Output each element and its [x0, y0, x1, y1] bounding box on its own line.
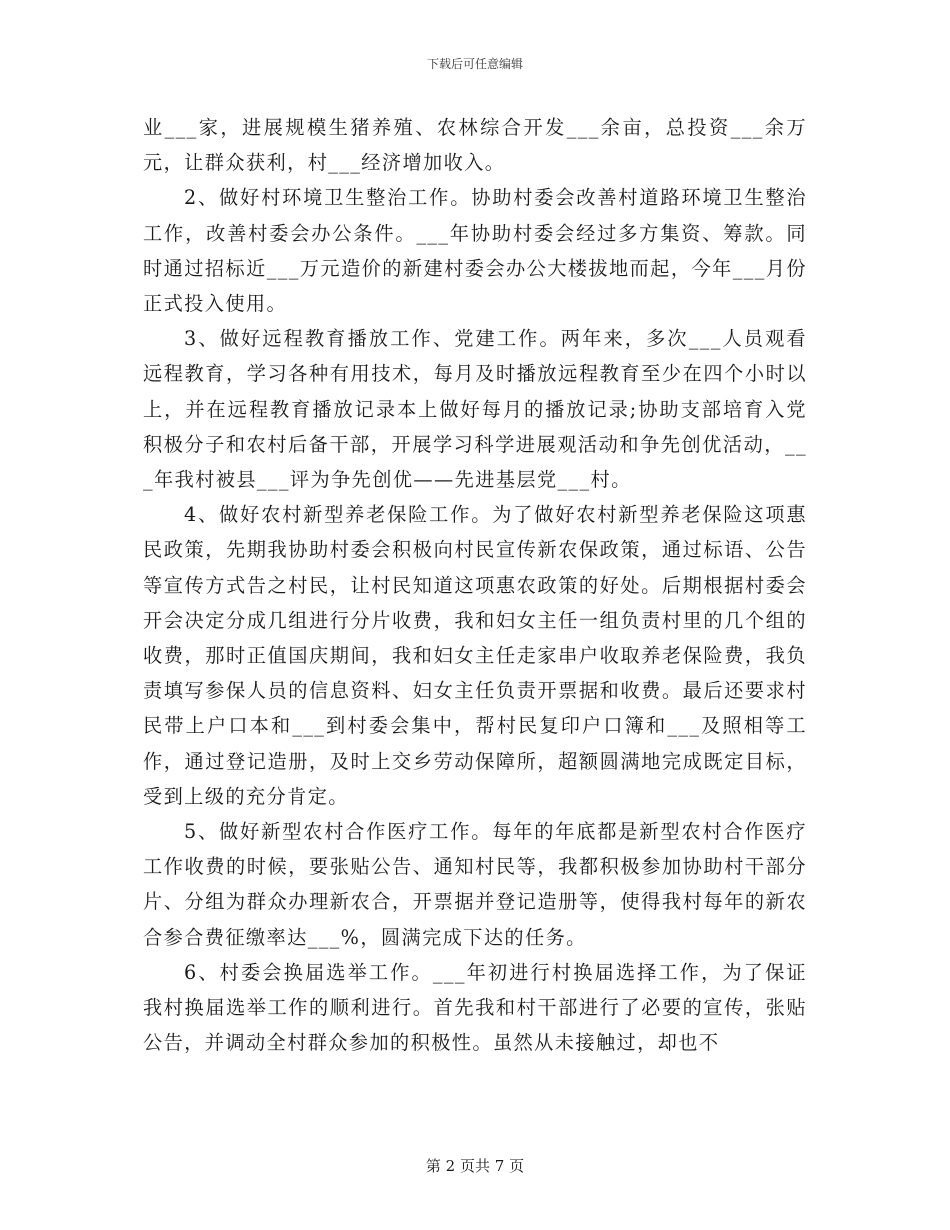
paragraph-item-3: 3、做好远程教育播放工作、党建工作。两年来，多次___人员观看远程教育，学习各种有用技术，每月及时播放远程教育至少在四个小时以上，并在远程教育播放记录本上做好每月的播放记录;协助支部培育入党积极分子和农村后备干部，开展学习科学进展观活动和争先创优活动，___年我村被县___评为争先创优——先进基层党___村。 [143, 327, 807, 492]
page-header-note: 下载后可任意编辑 [426, 57, 523, 71]
document-body [143, 110, 807, 1060]
paragraph-item-4: 4、做好农村新型养老保险工作。为了做好农村新型养老保险这项惠民政策，先期我协助村委会积极向村民宣传新农保政策，通过标语、公告等宣传方式告之村民，让村民知道这项惠农政策的好处。后期根据村委会开会决定分成几组进行分片收费，我和妇女主任一组负责村里的几个组的收费，那时正值国庆期间，我和妇女主任走家串户收取养老保险费，我负责填写参保人员的信息资料、妇女主任负责开票据和收费。最后还要求村民带上户口本和___到村委会集中，帮村民复印户口簿和___及照相等工作，通过登记造册，及时上交乡劳动保障所，超额圆满地完成既定目标，受到上级的充分肯定。 [143, 503, 807, 808]
paragraph-item-5: 5、做好新型农村合作医疗工作。每年的年底都是新型农村合作医疗工作收费的时候，要张贴公告、通知村民等，我都积极参加协助村干部分片、分组为群众办理新农合，开票据并登记造册等，使得我村每年的新农合参合费征缴率达___%，圆满完成下达的任务。 [143, 820, 807, 949]
page-number-footer: 第 2 页共 7 页 [425, 1157, 525, 1175]
paragraph-continuation: 业___家，进展规模生猪养殖、农林综合开发___余亩，总投资___余万元，让群众获利，村___经济增加收入。 [143, 116, 807, 175]
paragraph-item-6: 6、村委会换届选举工作。___年初进行村换届选择工作，为了保证我村换届选举工作的顺利进行。首先我和村干部进行了必要的宣传，张贴公告，并调动全村群众参加的积极性。虽然从未接触过，却也不 [143, 960, 807, 1055]
paragraph-item-2: 2、做好村环境卫生整治工作。协助村委会改善村道路环境卫生整治工作，改善村委会办公条件。___年协助村委会经过多方集资、筹款。同时通过招标近___万元造价的新建村委会办公大楼拔地而起，今年___月份正式投入使用。 [143, 186, 807, 316]
